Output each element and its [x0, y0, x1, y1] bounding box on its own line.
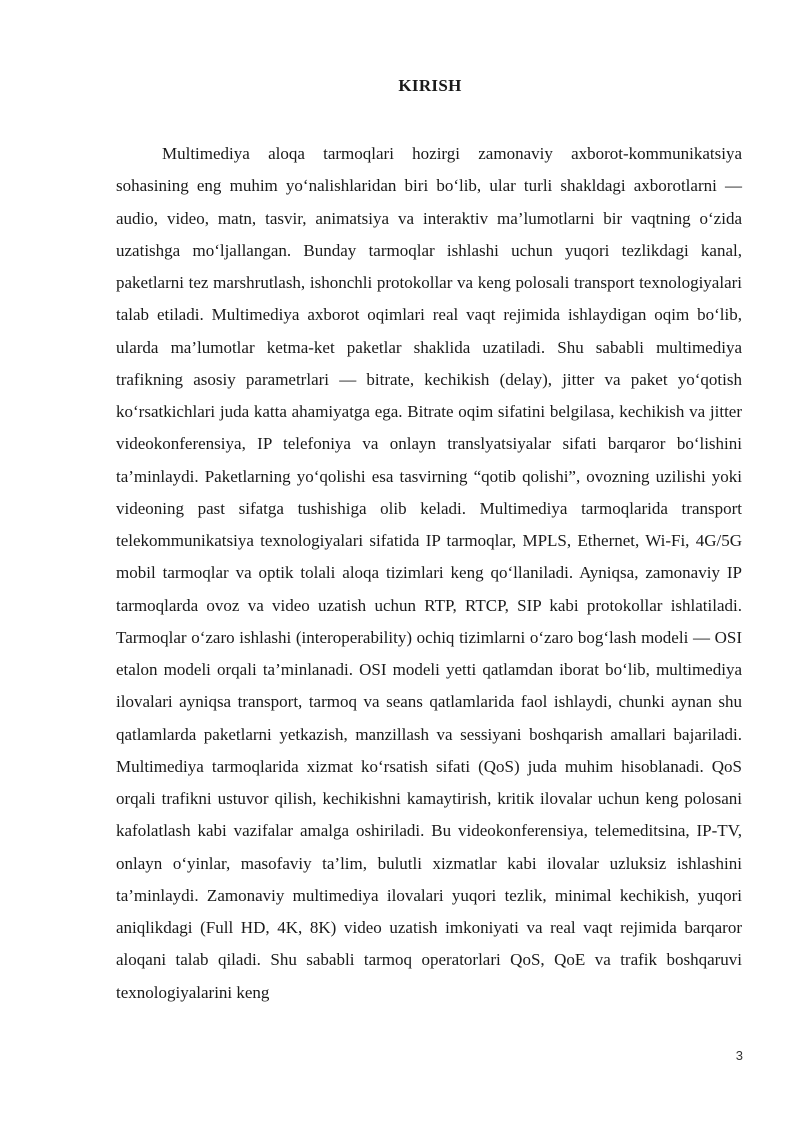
page-title: KIRISH: [398, 76, 462, 95]
page-number: 3: [735, 1048, 743, 1063]
body-paragraph: [116, 138, 742, 1009]
paragraph-text: Multimediya aloqa tarmoqlari hozirgi zamonaviy axborot-kommunikatsiya sohasining eng muhim yo‘nalishlaridan biri bo‘lib, ular turli shakldagi axborotlarni — audio, video, matn, tasvir, animatsiya va interaktiv ma’lumotlarni bir vaqtning o‘zida uzatishga mo‘ljallangan. Bunday tarmoqlar ishlashi uchun yuqori tezlikdagi kanal, paketlarni tez marshrutlash, ishonchli protokollar va keng polosali transport texnologiyalari talab etiladi. Multimediya axborot oqimlari real vaqt rejimida ishlaydigan oqim bo‘lib, ularda ma’lumotlar ketma-ket paketlar shaklida uzatiladi. Shu sababli multimediya trafikning asosiy parametrlari — bitrate, kechikish (delay), jitter va paket yo‘qotish ko‘rsatkichlari juda katta ahamiyatga ega. Bitrate oqim sifatini belgilasa, kechikish va jitter videokonferensiya, IP telefoniya va onlayn translyatsiyalar sifati barqaror bo‘lishini ta’minlaydi. Paketlarning yo‘qolishi esa tasvirning “qotib qolishi”, ovozning uzilishi yoki videoning past sifatga tushishiga olib keladi. Multimediya tarmoqlarida transport telekommunikatsiya texnologiyalari sifatida IP tarmoqlar, MPLS, Ethernet, Wi-Fi, 4G/5G mobil tarmoqlar va optik tolali aloqa tizimlari keng qo‘llaniladi. Ayniqsa, zamonaviy IP tarmoqlarda ovoz va video uzatish uchun RTP, RTCP, SIP kabi protokollar ishlatiladi. Tarmoqlar o‘zaro ishlashi (interoperability) ochiq tizimlarni o‘zaro bog‘lash modeli — OSI etalon modeli orqali ta’minlanadi. OSI modeli yetti qatlamdan iborat bo‘lib, multimediya ilovalari ayniqsa transport, tarmoq va seans qatlamlarida faol ishlaydi, chunki aynan shu qatlamlarda paketlarni yetkazish, manzillash va sessiyani boshqarish amallari bajariladi. Multimediya tarmoqlarida xizmat ko‘rsatish sifati (QoS) juda muhim hisoblanadi. QoS orqali trafikni ustuvor qilish, kechikishni kamaytirish, kritik ilovalar uchun keng polosani kafolatlash kabi vazifalar amalga oshiriladi. Bu videokonferensiya, telemeditsina, IP-TV, onlayn o‘yinlar, masofaviy ta’lim, bulutli xizmatlar kabi ilovalar uzluksiz ishlashini ta’minlaydi. Zamonaviy multimediya ilovalari yuqori tezlik, minimal kechikish, yuqori aniqlikdagi (Full HD, 4K, 8K) video uzatish imkoniyati va real vaqt rejimida barqaror aloqani talab qiladi. Shu sababli tarmoq operatorlari QoS, QoE va trafik boshqaruvi texnologiyalarini keng: [116, 144, 742, 1002]
